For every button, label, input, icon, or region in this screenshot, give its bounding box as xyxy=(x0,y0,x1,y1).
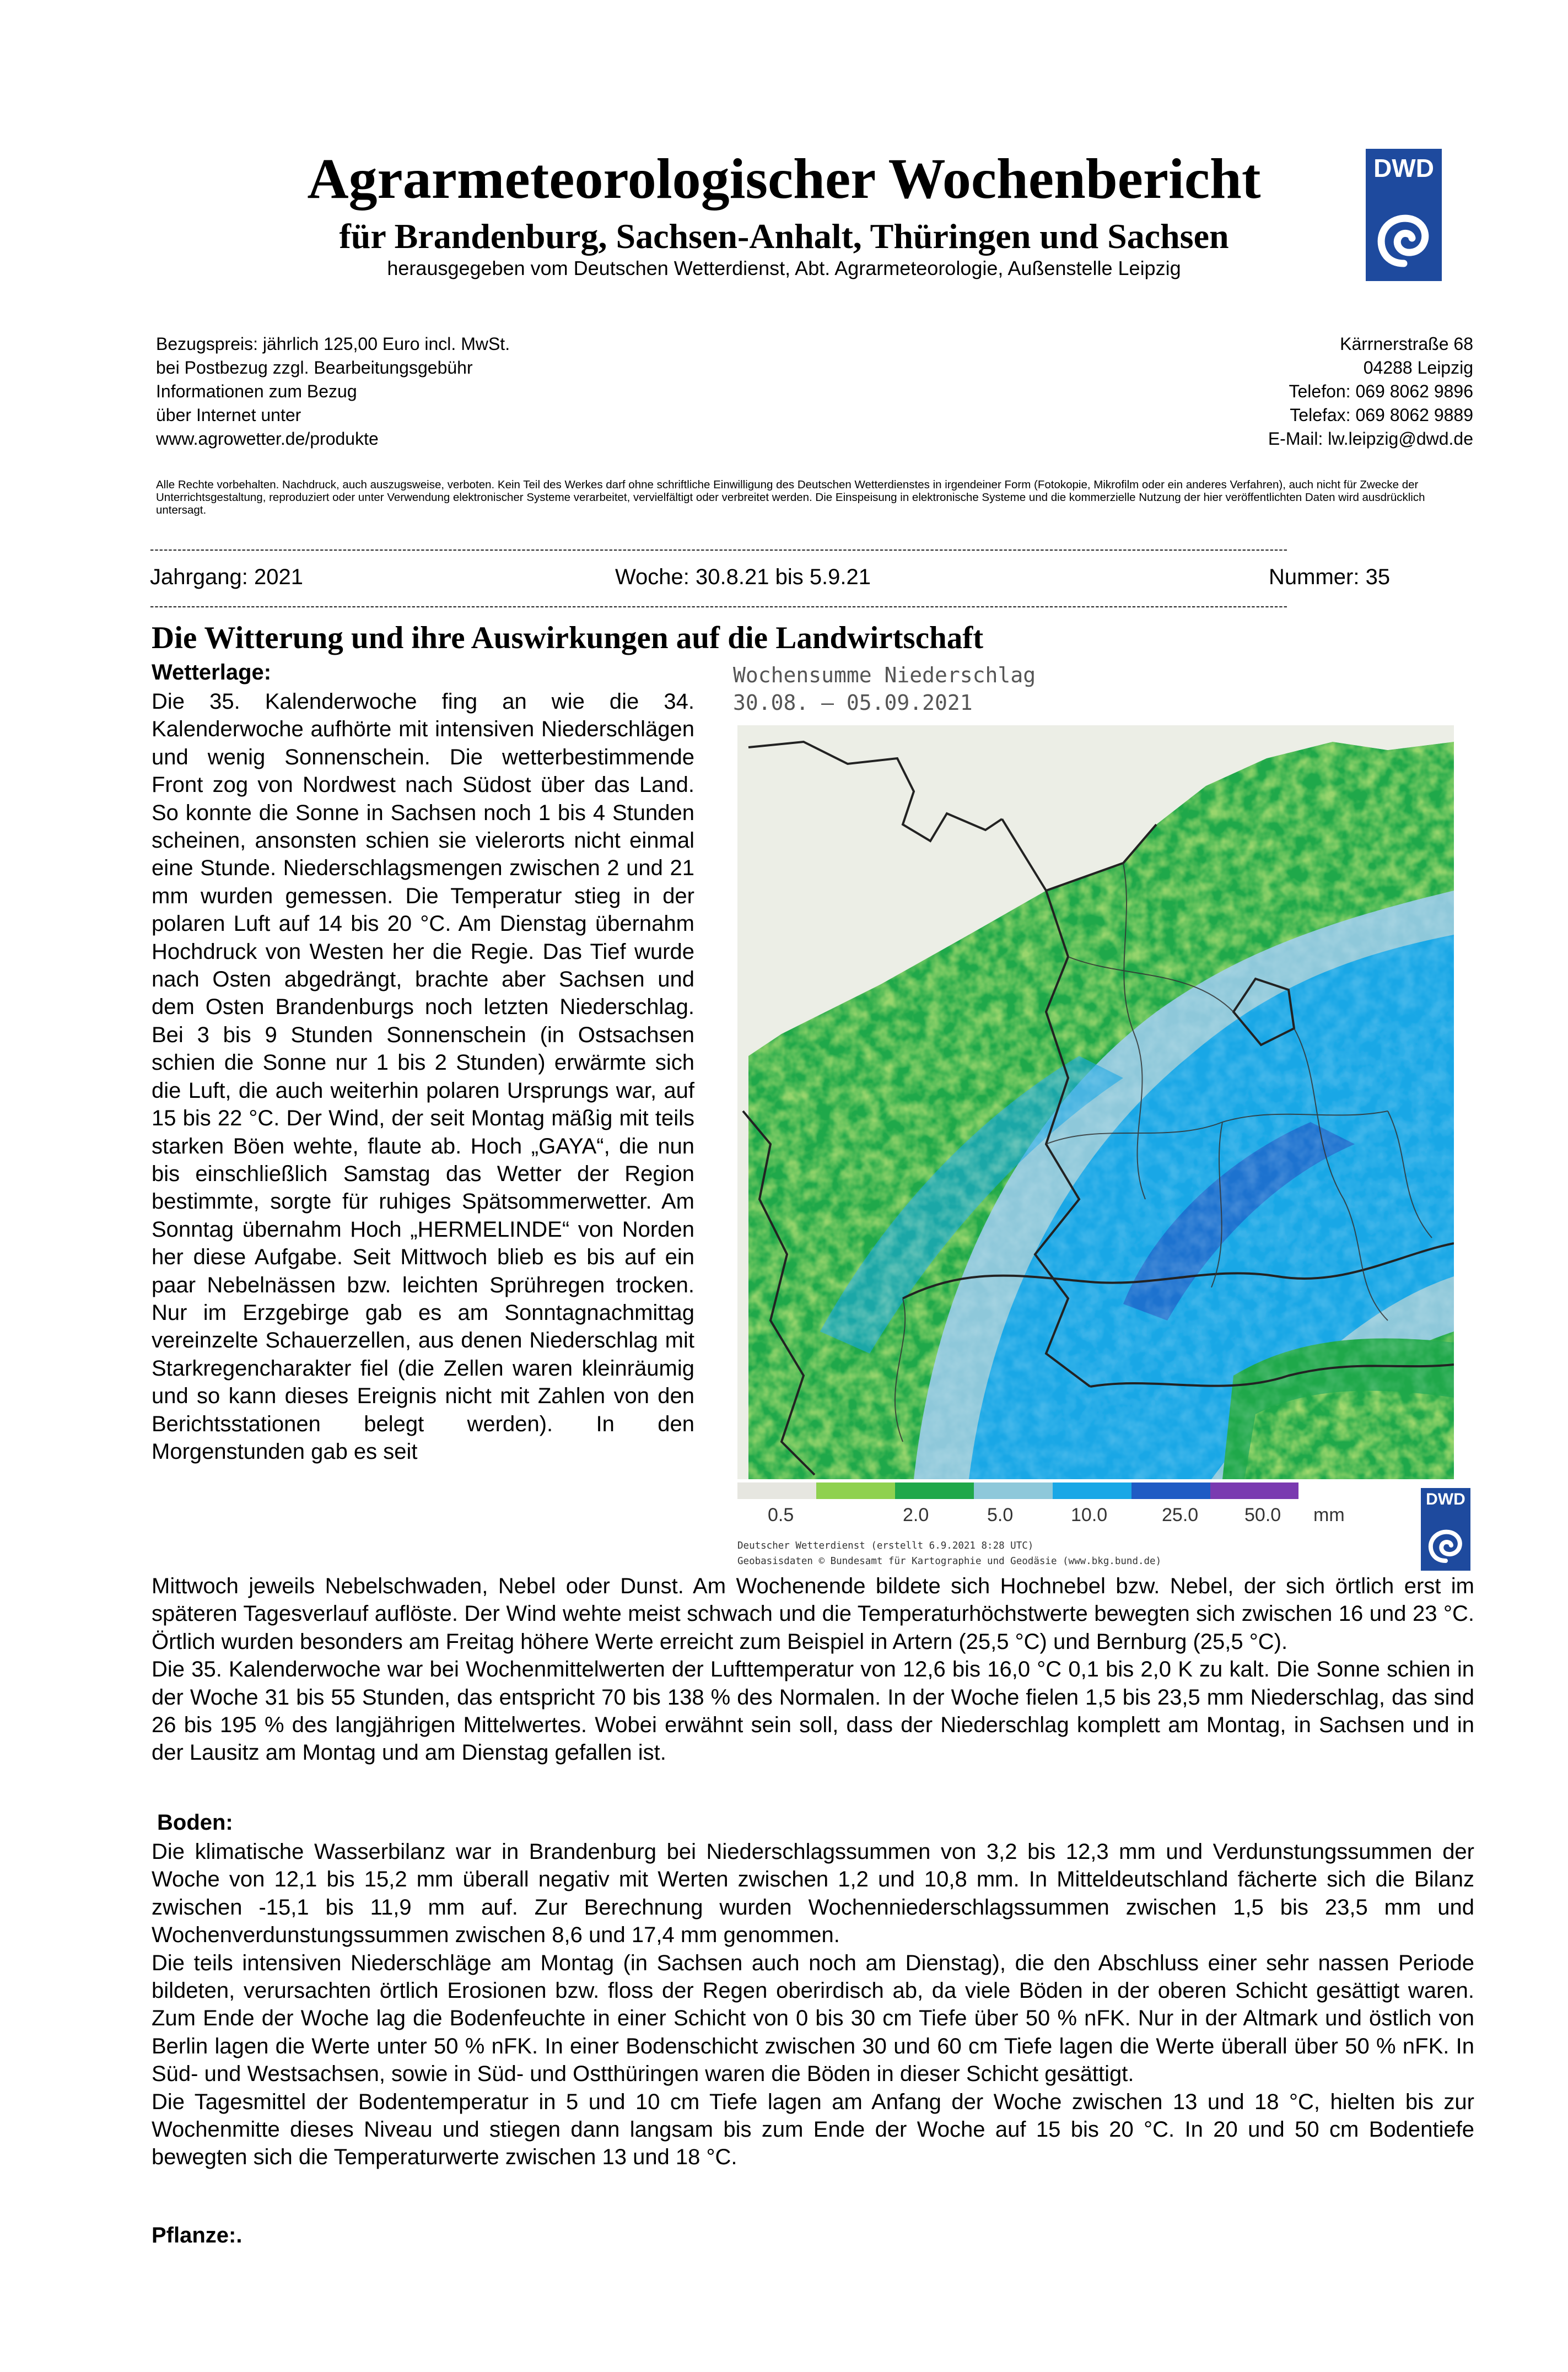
map-title xyxy=(733,661,1036,716)
legend-swatch xyxy=(974,1482,1053,1499)
jahrgang: Jahrgang: 2021 xyxy=(150,565,304,589)
map-dwd-logo xyxy=(1421,1488,1470,1571)
info-line: Informationen zum Bezug xyxy=(156,381,357,401)
issue-row xyxy=(150,565,1434,592)
boden-text xyxy=(152,1838,1474,2171)
map-geodata-credit: Geobasisdaten © Bundesamt für Kartographie und Geodäsie (www.bkg.bund.de) xyxy=(737,1556,1162,1567)
map-title-line: Wochensumme Niederschlag xyxy=(733,663,1036,687)
nummer: Nummer: 35 xyxy=(1269,565,1391,589)
precipitation-map xyxy=(737,725,1454,1479)
info-line: bei Postbezug zzgl. Bearbeitungsgebühr xyxy=(156,358,473,378)
copyright-notice: Alle Rechte vorbehalten. Nachdruck, auch auszugsweise, verboten. Kein Teil des Werkes darf ohne schriftliche Einwilligung des Deutschen Wetterdienstes in irgendeiner Form (Fotokopie, Mikrofilm oder ein anderes Verfahren), auch nicht für Zwecke der Unterrichtsgestaltung, reproduziert oder unter Verwendung elektronischer Systeme verarbeitet, vervielfältigt oder verbreitet werden. Die Einspeisung in elektronische Systeme und die kommerzielle Nutzung der hier veröffentlichten Daten wird ausdrücklich untersagt. xyxy=(156,478,1425,516)
legend-swatch xyxy=(1131,1482,1210,1499)
wetterlage-text-full: Mittwoch jeweils Nebelschwaden, Nebel oder Dunst. Am Wochenende bildete sich Hochnebel bzw. Nebel, der sich örtlich erst im späteren Tagesverlauf auflöste. Der Wind wehte meist schwach und die Temperaturhöchstwerte bewegten sich zwischen 16 und 23 °C. Örtlich wurden besonders am Freitag höhere Werte erreicht zum Beispiel in Artern (25,5 °C) und Bernburg (25,5 °C). xyxy=(152,1574,1474,1654)
separator: -------------------------------------------------------------------------------------------------------------------------------------------------------------------------------------------------------------------------------------------------------- xyxy=(150,599,1288,613)
fax: Telefax: 069 8062 9889 xyxy=(1290,405,1473,425)
boden-paragraph: Die klimatische Wasserbilanz war in Brandenburg bei Niederschlagssummen von 3,2 bis 12,3 mm und Verdunstungssummen der Woche von 12,1 bis 15,2 mm überall negativ mit Werten zwischen 1,2 und 10,8 mm. In Mitteldeutschland fächerte sich die Bilanz zwischen -15,1 bis 11,9 mm auf. Zur Berechnung wurden Wochenniederschlagssummen zwischen 1,5 bis 23,5 mm und Wochenverdunstungssummen zwischen 8,6 und 17,4 mm genommen. xyxy=(152,1840,1474,1948)
legend-unit: mm xyxy=(1313,1505,1345,1525)
legend-swatch xyxy=(1053,1482,1131,1499)
legend-tick: 25.0 xyxy=(1162,1505,1199,1525)
info-line: über Internet unter xyxy=(156,405,301,425)
legend-swatch xyxy=(1210,1482,1298,1499)
legend-swatch xyxy=(816,1482,895,1499)
separator: -------------------------------------------------------------------------------------------------------------------------------------------------------------------------------------------------------------------------------------------------------- xyxy=(150,542,1288,556)
pflanze-heading: Pflanze:. xyxy=(152,2223,243,2247)
address-city: 04288 Leipzig xyxy=(1363,358,1473,378)
section-title: Die Witterung und ihre Auswirkungen auf die Landwirtschaft xyxy=(152,621,984,655)
document-title: Agrarmeteorologischer Wochenbericht xyxy=(307,147,1261,211)
boden-heading: Boden: xyxy=(157,1810,233,1835)
address-street: Kärrnerstraße 68 xyxy=(1340,334,1473,354)
legend-swatch xyxy=(895,1482,974,1499)
wetterlage-text: Die 35. Kalenderwoche fing an wie die 34. Kalenderwoche aufhörte mit intensiven Niederschlägen und wenig Sonnenschein. Die wetterbestimmende Front zog von Nordwest nach Südost über das Land. So konnte die Sonne in Sachsen noch 1 bis 4 Stunden scheinen, ansonsten schien sie vielerorts nicht einmal eine Stunde. Niederschlagsmengen zwischen 2 und 21 mm wurden gemessen. Die Temperatur stieg in der polaren Luft auf 14 bis 20 °C. Am Dienstag übernahm Hochdruck von Westen her die Regie. Das Tief wurde nach Osten abgedrängt, brachte aber Sachsen und dem Osten Brandenburgs noch letzten Niederschlag. Bei 3 bis 9 Stunden Sonnenschein (in Ostsachsen schien die Sonne nur 1 bis 2 Stunden) erwärmte sich die Luft, die auch weiterhin polaren Ursprungs war, auf 15 bis 22 °C. Der Wind, der seit Montag mäßig mit teils starken Böen wehte, flaute ab. Hoch „GAYA“, die nun bis einschließlich Samstag das Wetter der Region bestimmte, sorgte für ruhiges Spätsommerwetter. Am Sonntag übernahm Hoch „HERMELINDE“ von Norden her diese Aufgabe. Seit Mittwoch blieb es bis auf ein paar Nebelnässen bzw. leichten Sprühregen trocken. Nur im Erzgebirge gab es am Sonntagnachmittag vereinzelte Schauerzellen, aus denen Niederschlag mit Starkregencharakter fiel (die Zellen waren kleinräumig und so kann dieses Ereignis nicht mit Zahlen von den Berichtsstationen belegt werden). In den Morgenstunden gab es seit xyxy=(152,689,694,1464)
contact-info xyxy=(1268,332,1473,451)
document-subtitle: für Brandenburg, Sachsen-Anhalt, Thüringen und Sachsen xyxy=(339,217,1229,256)
email-link[interactable]: E-Mail: lw.leipzig@dwd.de xyxy=(1268,429,1473,449)
publisher-line: herausgegeben vom Deutschen Wetterdienst, Abt. Agrarmeteorologie, Außenstelle Leipzig xyxy=(387,257,1181,279)
legend-tick: 5.0 xyxy=(987,1505,1014,1525)
swirl-icon xyxy=(1366,149,1442,281)
dwd-logo-text: DWD xyxy=(1373,154,1434,182)
dwd-logo xyxy=(1366,149,1442,281)
legend-tick: 0.5 xyxy=(768,1505,794,1525)
boden-paragraph: Die teils intensiven Niederschläge am Montag (in Sachsen auch noch am Dienstag), die den Abschluss einer sehr nassen Periode bildeten, verursachten örtlich Erosionen bzw. floss der Regen oberirdisch ab, da viele Böden in der oberen Schicht gesättigt waren. Zum Ende der Woche lag die Bodenfeuchte in einer Schicht von 0 bis 30 cm Tiefe über 50 % nFK. Nur in der Altmark und östlich von Berlin lagen die Werte unter 50 % nFK. In einer Bodenschicht zwischen 30 und 60 cm Tiefe lagen die Werte überall über 50 % nFK. In Süd- und Westsachsen, sowie in Süd- und Ostthüringen waren die Böden in dieser Schicht gesättigt. xyxy=(152,1950,1474,2087)
wetterlage-continued xyxy=(152,1572,1474,1767)
legend-swatch xyxy=(737,1482,816,1499)
wetterlage-heading: Wetterlage: xyxy=(152,660,272,684)
phone: Telefon: 069 8062 9896 xyxy=(1289,381,1473,401)
info-line: Bezugspreis: jährlich 125,00 Euro incl. MwSt. xyxy=(156,334,510,354)
map-legend xyxy=(737,1482,1366,1529)
swirl-icon xyxy=(1421,1488,1470,1571)
info-link[interactable]: www.agrowetter.de/produkte xyxy=(156,429,379,449)
legend-tick: 50.0 xyxy=(1244,1505,1281,1525)
precipitation-map-graphic xyxy=(737,725,1454,1479)
map-credit: Deutscher Wetterdienst (erstellt 6.9.2021 8:28 UTC) xyxy=(737,1540,1034,1551)
map-dwd-logo-text: DWD xyxy=(1426,1490,1465,1508)
map-date-range: 30.08. – 05.09.2021 xyxy=(733,691,973,715)
legend-tick: 10.0 xyxy=(1071,1505,1108,1525)
woche: Woche: 30.8.21 bis 5.9.21 xyxy=(615,565,871,589)
legend-tick: 2.0 xyxy=(903,1505,929,1525)
wetterlage-summary: Die 35. Kalenderwoche war bei Wochenmittelwerten der Lufttemperatur von 12,6 bis 16,0 °C 0,1 bis 2,0 K zu kalt. Die Sonne schien in der Woche 31 bis 55 Stunden, das entspricht 70 bis 138 % des Normalen. In der Woche fielen 1,5 bis 23,5 mm Niederschlag, das sind 26 bis 195 % des langjährigen Mittelwertes. Wobei erwähnt sein soll, dass der Niederschlag komplett am Montag, in Sachsen und in der Lausitz am Montag und am Dienstag gefallen ist. xyxy=(152,1657,1474,1765)
subscription-info xyxy=(156,332,510,451)
boden-paragraph: Die Tagesmittel der Bodentemperatur in 5 und 10 cm Tiefe lagen am Anfang der Woche zwischen 13 und 18 °C, hielten bis zur Wochenmitte dieses Niveau und stiegen dann langsam bis zum Ende der Woche auf 15 bis 20 °C. In 20 und 50 cm Bodentiefe bewegten sich die Temperaturwerte zwischen 13 und 18 °C. xyxy=(152,2089,1474,2170)
